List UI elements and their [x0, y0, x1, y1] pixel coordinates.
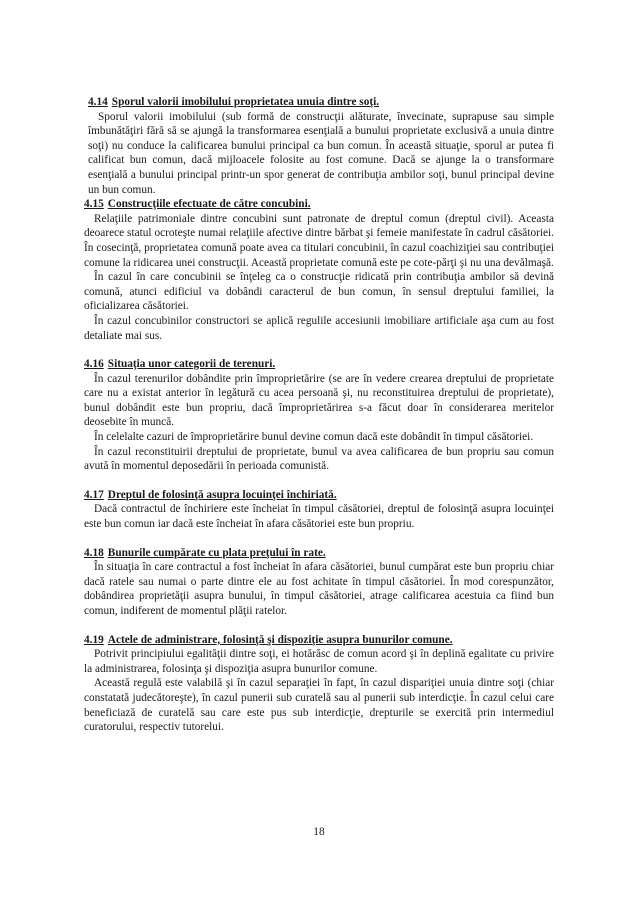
section-title: Sporul valorii imobilului proprietatea unuia dintre soţi.: [111, 96, 380, 108]
section-number: 4.19: [84, 633, 104, 646]
section-title: Construcţiile efectuate de către concubini.: [107, 198, 311, 211]
section-heading: [84, 546, 554, 561]
paragraph: Această regulă este valabilă şi în cazul separaţiei în fapt, în cazul dispariţiei unuia dintre soţi (chiar constatată judecătoreşte), în cazul punerii sub curatelă sau al punerii sub interdicţie. În cazul celui care beneficiază de curatelă sau care este pus sub interdicţie, drepturile se exercită prin intermediul curatorului, respectiv tutorelui.: [84, 677, 554, 734]
section-heading: [84, 488, 554, 503]
section-4-17: [84, 488, 554, 532]
paragraph: În cazul concubinilor constructori se aplică regulile accesiunii imobiliare artificiale aşa cum au fost detaliate mai sus.: [84, 314, 554, 342]
section-title: Bunurile cumpărate cu plata preţului în rate.: [107, 546, 326, 559]
paragraph: În situaţia în care contractul a fost încheiat în afara căsătoriei, bunul cumpărat este bun propriu chiar dacă ratele sau numai o parte dintre ele au fost achitate în timpul căsătoriei. În mod corespunzător, dobândirea proprietăţii asupra bunului, în timpul căsătoriei, atrage calificarea acestuia ca fiind bun comun, indiferent de momentul plăţii ratelor.: [84, 561, 554, 617]
paragraph: În cazul terenurilor dobândite prin împroprietărire (se are în vedere crearea dreptului de proprietate care nu a existat anterior în legătură cu acea persoană şi, nu reconstituirea dreptului de proprietate), bunul dobândit este bun propriu, dacă împroprietărirea s-a făcut doar în considerarea meritelor deosebite în muncă.: [84, 372, 554, 429]
paragraph: În cazul reconstituirii dreptului de proprietate, bunul va avea calificarea de bun propriu sau comun avută în momentul deposedării în perioada comunistă.: [84, 445, 554, 473]
paragraph: În celelalte cazuri de împroprietărire bunul devine comun dacă este dobândit în timpul căsătoriei.: [94, 431, 534, 444]
page-content: [84, 95, 554, 735]
paragraph: Sporul valorii imobilului (sub formă de construcţii alăturate, învecinate, suprapuse sau simple îmbunătăţiri fără să se ajungă la transformarea esenţială a bunului proprietate exclusivă a unuia dintre soţi) nu conduce la calificarea bunului principal ca bun comun. În această situaţie, sporul ar putea fi calificat bun comun, dacă mijloacele folosite au fost comune. Dacă se ajunge la o transformare esenţială a bunului principal printr-un spor generat de contribuţia ambilor soţi, bunul principal devine un bun comun.: [88, 110, 554, 196]
section-4-14: [88, 95, 554, 197]
section-heading: [84, 357, 554, 372]
section-number: 4.15: [84, 198, 104, 211]
section-title: Dreptul de folosinţă asupra locuinţei închiriată.: [107, 488, 337, 501]
section-number: 4.14: [88, 96, 108, 108]
section-4-16: [84, 357, 554, 474]
section-4-19: [84, 633, 554, 735]
section-title: Situaţia unor categorii de terenuri.: [107, 358, 276, 371]
section-heading: [88, 95, 554, 110]
paragraph: Potrivit principiului egalităţii dintre soţi, ei hotărăsc de comun acord şi în deplină egalitate cu privire la administrarea, folosinţa şi dispoziţia asupra bunurilor comune.: [84, 648, 554, 675]
section-number: 4.16: [84, 358, 104, 371]
section-heading: [84, 197, 554, 212]
section-number: 4.18: [84, 546, 104, 559]
page-number: 18: [313, 826, 325, 838]
section-title: Actele de administrare, folosinţă şi dispoziţie asupra bunurilor comune.: [107, 633, 453, 646]
section-4-15: [84, 197, 554, 343]
paragraph: Dacă contractul de închiriere este încheiat în timpul căsătoriei, dreptul de folosinţă asupra locuinţei este bun comun iar dacă este încheiat în afara căsătoriei este bun propriu.: [84, 503, 554, 531]
section-number: 4.17: [84, 488, 104, 501]
section-heading: [84, 633, 554, 648]
paragraph: În cazul în care concubinii se înţeleg ca o construcţie ridicată prin contribuţia ambilor să devină comună, atunci edificiul va dobândi caracterul de bun comun, în sensul dreptului familiei, la oficializarea căsătoriei.: [84, 271, 554, 313]
section-4-18: [84, 546, 554, 619]
paragraph: Relaţiile patrimoniale dintre concubini sunt patronate de dreptul comun (dreptul civil). Aceasta deoarece statul ocroteşte numai relaţiile afective dintre bărbat şi femeie manifestate în cadrul căsătoriei. În cosecinţă, proprietatea comună poate avea ca titulari concubinii, în cazul coachiziţiei sau contribuţiei comune la ridicarea unei construcţii. Această proprietate comună este pe cote-părţi şi nu una devălmaşă.: [84, 212, 554, 269]
